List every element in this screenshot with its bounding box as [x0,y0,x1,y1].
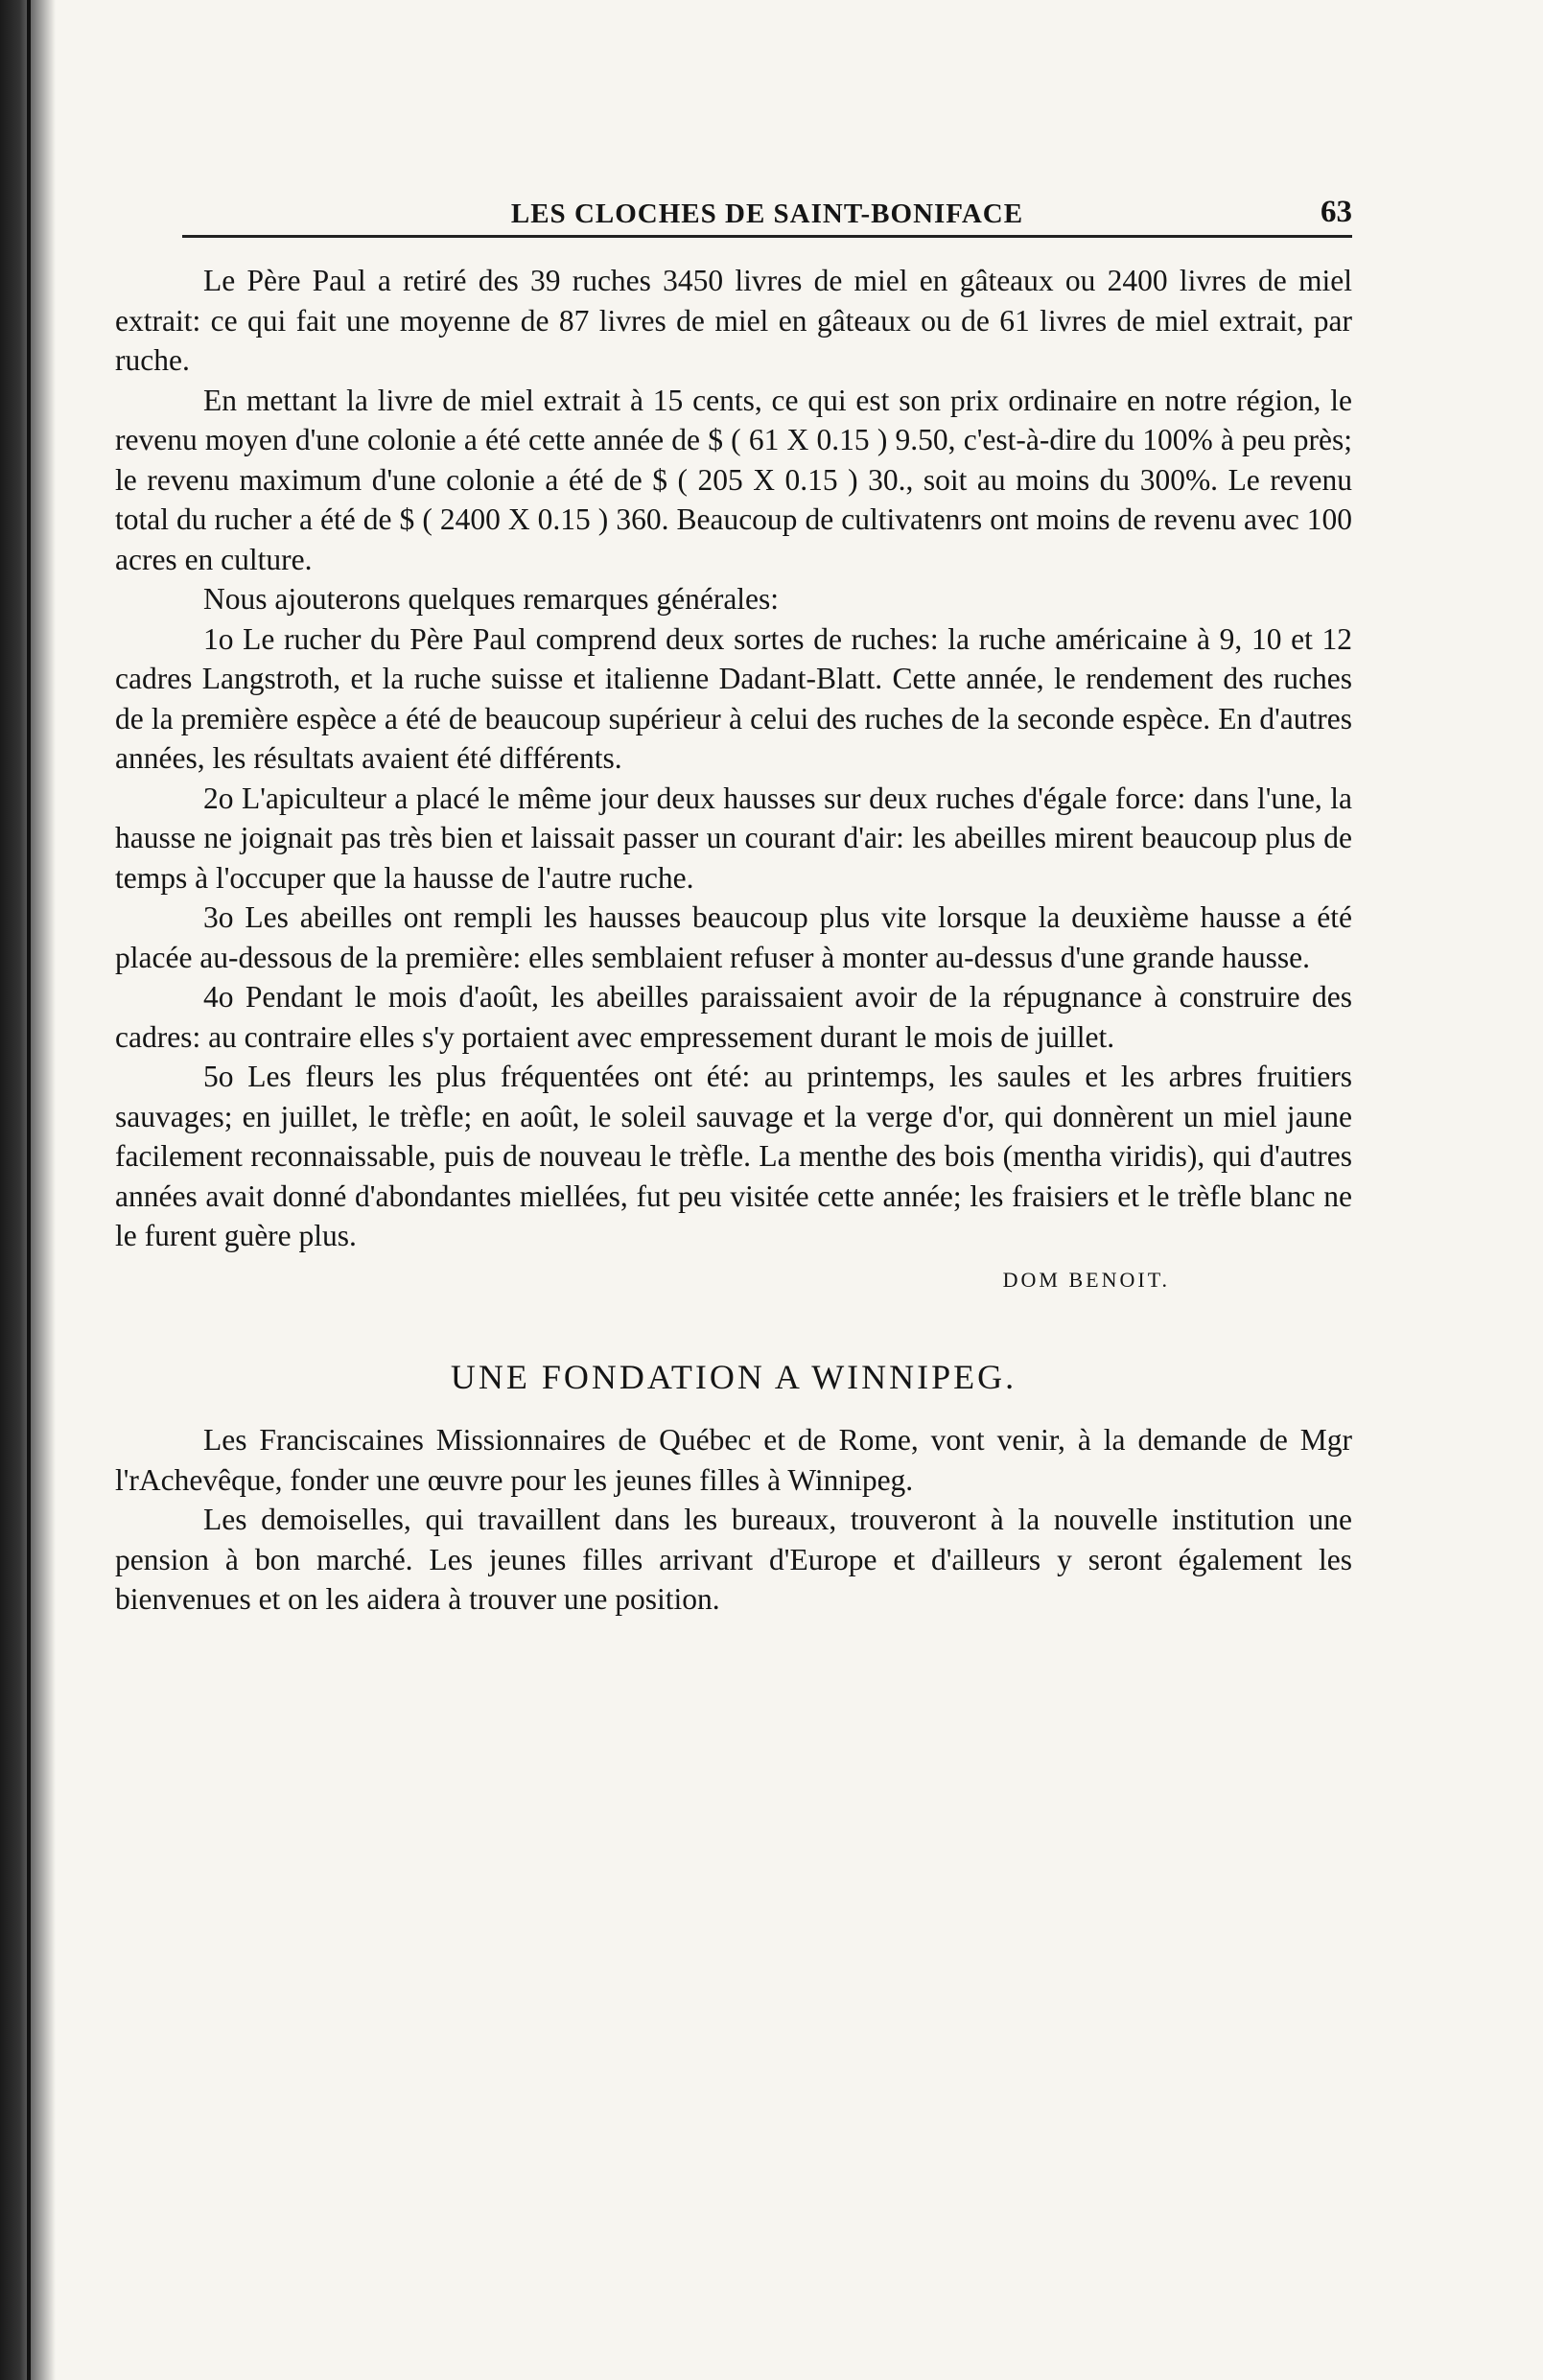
article-apiculture [115,261,1352,1299]
paragraph: Les Franciscaines Missionnaires de Québec et de Rome, vont venir, à la demande de Mgr l'rAchevêque, fonder une œuvre pour les jeunes filles à Winnipeg. [115,1423,1352,1497]
paragraph: Le Père Paul a retiré des 39 ruches 3450 livres de miel en gâteaux ou 2400 livres de miel extrait: ce qui fait une moyenne de 87 livres de miel en gâteaux ou de 61 livres de miel extrait, par ruche. [115,264,1352,377]
page-number: 63 [1321,195,1352,229]
header-title: LES CLOCHES DE SAINT-BONIFACE [510,198,1024,229]
paragraph: 5o Les fleurs les plus fréquentées ont été: au printemps, les saules et les arbres fruitiers sauvages; en juillet, le trèfle; en août, le soleil sauvage et la verge d'or, qui donnèrent un miel jaune facilement reconnaissable, puis de nouveau le trèfle. La menthe des bois (mentha viridis), qui d'autres années avait donné d'abondantes miellées, fut peu visitée cette année; les fraisiers et le trèfle blanc ne le furent guère plus. [115,1060,1352,1252]
paragraph: Nous ajouterons quelques remarques générales: [203,582,780,616]
paragraph: 2o L'apiculteur a placé le même jour deux hausses sur deux ruches d'égale force: dans l'une, la hausse ne joignait pas très bien et laissait passer un courant d'air: les abeilles mirent beaucoup plus de temps à l'occuper que la hausse de l'autre ruche. [115,781,1352,895]
paragraph: 4o Pendant le mois d'août, les abeilles paraissaient avoir de la répugnance à construire des cadres: au contraire elles s'y portaient avec empressement durant le mois de juillet. [115,980,1352,1054]
paragraph: Les demoiselles, qui travaillent dans les bureaux, trouveront à la nouvelle institution une pension à bon marché. Les jeunes filles arrivant d'Europe et d'ailleurs y seront également les bienvenues et on les aidera à trouver une position. [115,1503,1352,1616]
running-header [182,187,1352,238]
paragraph: En mettant la livre de miel extrait à 15 cents, ce qui est son prix ordinaire en notre région, le revenu moyen d'une colonie a été cette année de $ ( 61 X 0.15 ) 9.50, c'est-à-dire du 100% à peu près; le revenu maximum d'une colonie a été de $ ( 205 X 0.15 ) 30., soit au moins du 300%. Le revenu total du rucher a été de $ ( 2400 X 0.15 ) 360. Beaucoup de cultivatenrs ont moins de revenu avec 100 acres en culture. [115,383,1352,576]
book-page [115,187,1352,1620]
paragraph: 1o Le rucher du Père Paul comprend deux sortes de ruches: la ruche américaine à 9, 10 et 12 cadres Langstroth, et la ruche suisse et italienne Dadant-Blatt. Cette année, le rendement des ruches de la première espèce a été de beaucoup supérieur à celui des ruches de la seconde espèce. En d'autres années, les résultats avaient été différents. [115,621,1352,775]
paragraph: 3o Les abeilles ont rempli les hausses beaucoup plus vite lorsque la deuxième hausse a été placée au-dessous de la première: elles semblaient refuser à monter au-dessus d'une grande hausse. [115,900,1352,974]
section-title: UNE FONDATION A WINNIPEG. [450,1358,1017,1396]
article-winnipeg [115,1420,1352,1620]
book-spine-edge [27,0,31,2380]
author-signature: DOM BENOIT. [1002,1267,1170,1292]
